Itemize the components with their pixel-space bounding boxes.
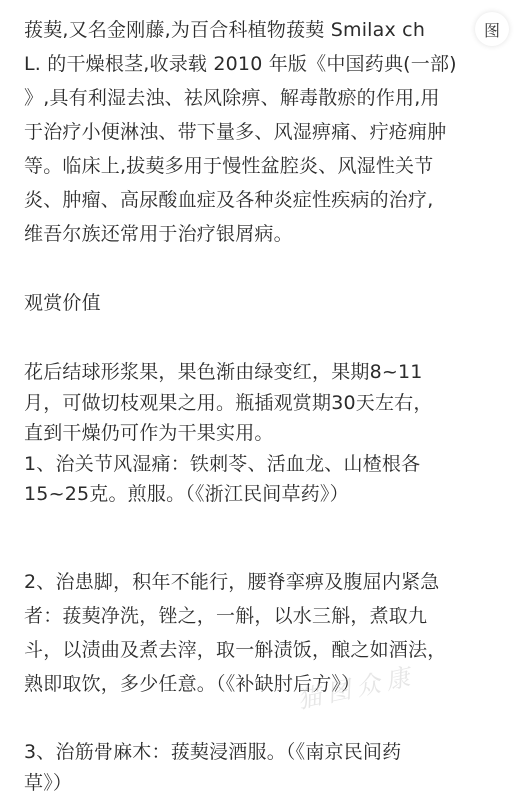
text-line: 15~25克。煎服。（《浙江民间草药》） (24, 483, 349, 505)
heading-text: 观赏价值 (24, 292, 101, 314)
text-line: 斗，以渍曲及煮去滓，取一斛渍饭，酿之如酒法， (24, 639, 447, 661)
text-line: L. 的干燥根茎,收录载 2010 年版《中国药典(一部) (24, 53, 457, 75)
text-line: 3、治筋骨麻木：菝葜浸酒服。（《南京民间药 (24, 741, 402, 763)
text-line: 1、治关节风湿痛：铁刺苓、活血龙、山楂根各 (24, 452, 421, 475)
image-button[interactable] (475, 12, 509, 46)
text-line: 等。临床上,拔葜多用于慢性盆腔炎、风湿性关节 (24, 155, 434, 177)
paragraph-remedy-2 (24, 565, 504, 701)
text-line: 2、治患脚，积年不能行，腰脊挛痹及腹屈内紧急 (24, 571, 440, 593)
text-line: 维吾尔族还常用于治疗银屑病。 (24, 223, 293, 245)
text-line: 于治疗小便淋浊、带下量多、风湿痹痛、疔疮痈肿 (24, 121, 447, 143)
paragraph-intro (24, 13, 504, 251)
paragraph-ornamental (24, 357, 504, 510)
text-line: 菝葜,又名金刚藤,为百合科植物菝葜 Smilax ch (24, 19, 426, 41)
text-line: 者：菝葜净洗，锉之，一斛，以水三斛，煮取九 (24, 605, 428, 627)
paragraph-remedy-3 (24, 737, 504, 798)
text-line: 直到干燥仍可作为干果实用。 (24, 422, 274, 444)
text-line: 花后结球形浆果，果色渐由绿变红，果期8~11 (24, 361, 423, 383)
text-line: 》,具有利湿去浊、祛风除痹、解毒散瘀的作用,用 (24, 87, 440, 109)
text-line: 月，可做切枝观果之用。瓶插观赏期30天左右， (24, 391, 433, 414)
text-line: 炎、肿瘤、高尿酸血症及各种炎症性疾病的治疗, (24, 189, 434, 211)
watermark: 猫图众康 (294, 661, 419, 715)
image-icon: 图 (483, 20, 500, 40)
text-line: 草》） (24, 771, 73, 794)
section-heading (24, 286, 504, 320)
text-line: 熟即取饮，多少任意。（《补缺肘后方》） (24, 673, 361, 695)
